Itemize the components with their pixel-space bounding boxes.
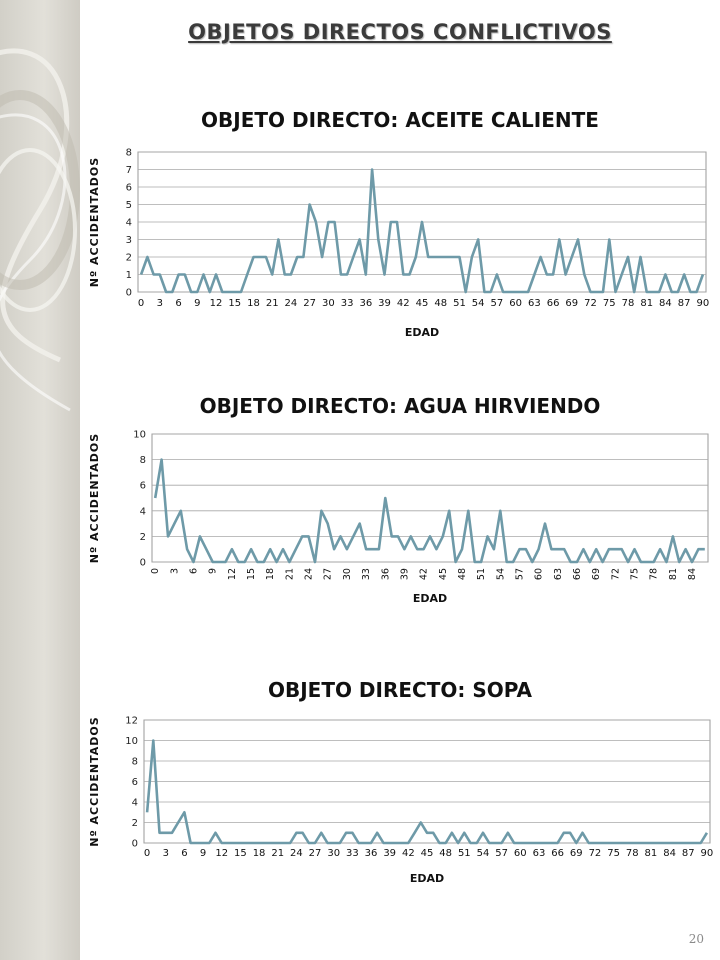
chart-plot — [80, 140, 720, 340]
x-tick-label: 30 — [341, 568, 353, 581]
decorative-swirl — [0, 0, 80, 960]
x-axis-label: EDAD — [404, 326, 440, 339]
page-title: OBJETOS DIRECTOS CONFLICTIVOS — [188, 20, 612, 44]
chart-title: OBJETO DIRECTO: ACEITE CALIENTE — [201, 108, 599, 132]
x-tick-label: 78 — [621, 298, 635, 309]
y-tick-label: 0 — [131, 838, 138, 850]
x-tick-label: 54 — [476, 848, 490, 859]
x-tick-label: 78 — [625, 848, 639, 859]
x-tick-label: 60 — [533, 568, 545, 581]
x-tick-label: 84 — [663, 848, 676, 859]
y-tick-label: 6 — [131, 777, 138, 788]
x-tick-label: 9 — [199, 848, 207, 859]
x-tick-label: 9 — [194, 298, 201, 309]
y-tick-label: 4 — [125, 217, 132, 229]
x-tick-label: 6 — [175, 298, 182, 309]
y-tick-label: 8 — [139, 455, 146, 467]
x-tick-label: 24 — [303, 568, 315, 581]
y-axis-label: Nº ACCIDENTADOS — [88, 716, 101, 847]
chart-agua-hirviendo — [80, 388, 720, 620]
x-tick-label: 84 — [659, 298, 672, 309]
y-tick-label: 2 — [125, 252, 132, 264]
x-tick-label: 87 — [677, 298, 691, 309]
x-tick-label: 66 — [571, 568, 583, 581]
x-tick-label: 0 — [150, 568, 162, 575]
x-tick-label: 21 — [284, 568, 296, 581]
x-tick-label: 15 — [234, 848, 247, 859]
x-tick-label: 0 — [143, 848, 151, 859]
y-tick-label: 1 — [125, 270, 132, 281]
y-axis-label: Nº ACCIDENTADOS — [88, 432, 101, 564]
x-tick-label: 45 — [437, 568, 449, 581]
x-tick-label: 51 — [453, 298, 466, 309]
y-tick-label: 0 — [139, 557, 146, 569]
x-tick-label: 33 — [361, 568, 373, 581]
x-tick-label: 18 — [265, 568, 277, 581]
x-tick-label: 63 — [527, 298, 541, 309]
x-tick-label: 21 — [265, 298, 279, 309]
chart-aceite-caliente — [80, 104, 720, 339]
x-tick-label: 63 — [552, 568, 564, 581]
y-tick-label: 7 — [125, 165, 132, 176]
decorative-sidebar — [0, 0, 80, 960]
x-tick-label: 81 — [640, 298, 654, 309]
x-tick-label: 69 — [591, 568, 603, 581]
x-tick-label: 42 — [418, 568, 430, 581]
x-tick-label: 72 — [588, 848, 602, 859]
x-tick-label: 39 — [383, 848, 397, 859]
x-tick-label: 21 — [271, 848, 285, 859]
x-tick-label: 33 — [340, 298, 354, 309]
x-tick-label: 75 — [607, 848, 620, 859]
page-number: 20 — [688, 932, 704, 946]
y-tick-label: 4 — [131, 797, 138, 809]
x-tick-label: 66 — [551, 848, 564, 859]
x-tick-label: 90 — [700, 848, 714, 859]
x-tick-label: 57 — [514, 568, 526, 581]
x-tick-label: 42 — [401, 848, 415, 859]
x-tick-label: 48 — [434, 298, 448, 309]
x-tick-label: 36 — [380, 568, 392, 581]
y-tick-label: 2 — [131, 818, 138, 829]
x-tick-label: 39 — [399, 568, 411, 581]
x-tick-label: 45 — [420, 848, 434, 859]
x-tick-label: 72 — [610, 568, 622, 581]
x-tick-label: 30 — [322, 298, 335, 309]
x-tick-label: 45 — [415, 298, 429, 309]
y-tick-label: 10 — [125, 736, 138, 747]
x-tick-label: 75 — [602, 298, 616, 309]
chart-title: OBJETO DIRECTO: SOPA — [267, 678, 533, 702]
x-tick-label: 42 — [396, 298, 410, 309]
chart-sopa — [80, 672, 720, 904]
x-tick-label: 60 — [513, 848, 527, 859]
x-tick-label: 27 — [308, 848, 322, 859]
x-tick-label: 81 — [667, 568, 679, 581]
x-tick-label: 81 — [644, 848, 658, 859]
x-tick-label: 18 — [247, 298, 260, 309]
x-tick-label: 3 — [169, 568, 181, 575]
x-tick-label: 39 — [378, 298, 391, 309]
x-tick-label: 6 — [188, 568, 200, 575]
x-tick-label: 54 — [471, 298, 485, 309]
x-tick-label: 27 — [322, 568, 334, 581]
x-tick-label: 48 — [439, 848, 453, 859]
x-tick-label: 27 — [303, 298, 317, 309]
y-tick-label: 10 — [133, 429, 146, 441]
y-tick-label: 2 — [139, 531, 146, 543]
x-tick-label: 54 — [495, 568, 507, 581]
x-tick-label: 15 — [246, 568, 258, 581]
x-tick-label: 6 — [181, 848, 188, 859]
y-tick-label: 5 — [125, 200, 132, 211]
x-tick-label: 24 — [284, 298, 298, 309]
x-tick-label: 69 — [569, 848, 583, 859]
y-tick-label: 12 — [125, 715, 138, 727]
x-axis-label: EDAD — [412, 592, 448, 605]
x-tick-label: 12 — [209, 298, 223, 309]
x-tick-label: 3 — [156, 298, 164, 309]
chart-title: OBJETO DIRECTO: AGUA HIRVIENDO — [199, 394, 601, 418]
x-tick-label: 51 — [476, 568, 488, 581]
x-tick-label: 51 — [457, 848, 471, 859]
x-tick-label: 69 — [565, 298, 579, 309]
x-axis-label: EDAD — [409, 872, 445, 885]
plot-area — [152, 434, 708, 562]
x-tick-label: 60 — [509, 298, 522, 309]
x-tick-label: 87 — [681, 848, 695, 859]
x-tick-label: 0 — [137, 298, 145, 309]
y-tick-label: 6 — [139, 480, 146, 492]
y-tick-label: 6 — [125, 182, 132, 194]
x-tick-label: 36 — [359, 298, 373, 309]
x-tick-label: 75 — [629, 568, 641, 581]
x-tick-label: 84 — [687, 568, 699, 581]
y-tick-label: 0 — [125, 287, 132, 299]
x-tick-label: 63 — [532, 848, 546, 859]
x-tick-label: 36 — [364, 848, 378, 859]
x-tick-label: 57 — [490, 298, 504, 309]
x-tick-label: 33 — [345, 848, 359, 859]
x-tick-label: 15 — [228, 298, 242, 309]
x-tick-label: 3 — [162, 848, 169, 859]
x-tick-label: 90 — [696, 298, 710, 309]
x-tick-label: 30 — [327, 848, 341, 859]
y-tick-label: 8 — [125, 147, 132, 159]
x-tick-label: 12 — [226, 568, 238, 581]
x-tick-label: 24 — [290, 848, 303, 859]
x-tick-label: 12 — [215, 848, 229, 859]
y-tick-label: 3 — [125, 235, 132, 246]
x-tick-label: 78 — [648, 568, 660, 581]
x-tick-label: 9 — [207, 568, 219, 575]
x-tick-label: 66 — [546, 298, 560, 309]
x-tick-label: 18 — [252, 848, 266, 859]
y-tick-label: 4 — [139, 506, 146, 518]
x-tick-label: 57 — [495, 848, 509, 859]
chart-plot — [80, 424, 720, 624]
y-tick-label: 8 — [131, 756, 138, 768]
chart-plot — [80, 708, 720, 918]
x-tick-label: 48 — [456, 568, 468, 581]
x-tick-label: 72 — [584, 298, 597, 309]
y-axis-label: Nº ACCIDENTADOS — [88, 156, 101, 288]
